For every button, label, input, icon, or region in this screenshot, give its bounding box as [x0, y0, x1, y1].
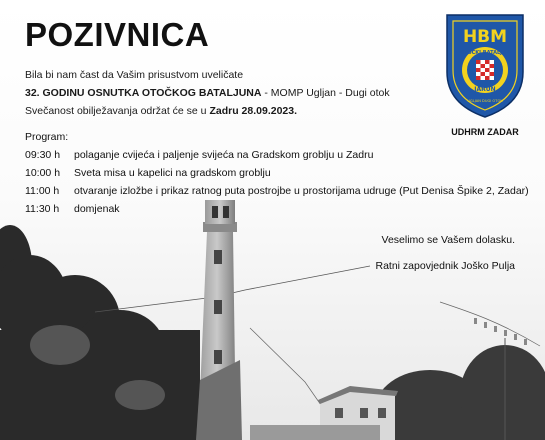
- emblem-letters: HBM: [462, 27, 508, 47]
- closing-greeting: Veselimo se Vašem dolasku.: [381, 234, 515, 246]
- intro-text: Bila bi nam čast da Vašim prisustvom uveličate: [25, 69, 244, 81]
- program-desc: Sveta misa u kapelici na gradskom groblju: [74, 167, 271, 179]
- commander-signature-line: Ratni zapovjednik Joško Pulja: [375, 260, 515, 272]
- program-time: 11:30 h: [25, 203, 60, 215]
- emblem-band-text: JARUN: [474, 86, 496, 93]
- emblem-caption: UDHRM ZADAR: [451, 127, 519, 137]
- program-time: 11:00 h: [25, 185, 60, 197]
- program-time: 10:00 h: [25, 167, 61, 179]
- ceremony-place-date: Zadru 28.09.2023.: [209, 105, 298, 117]
- checkerboard-shield-icon: [476, 60, 494, 80]
- program-desc: domjenak: [74, 203, 120, 215]
- program-heading: Program:: [25, 131, 69, 143]
- emblem-ring-text: OTOČKI BATALJUN: [459, 50, 511, 56]
- event-location: - MOMP Ugljan - Dugi otok: [261, 87, 390, 99]
- event-name: 32. GODINU OSNUTKA OTOČKOG BATALJUNA: [25, 87, 262, 99]
- page-title: POZIVNICA: [25, 16, 210, 53]
- program-time: 09:30 h: [25, 149, 61, 161]
- udhrm-emblem-logo: [444, 12, 526, 120]
- program-desc: polaganje cvijeća i paljenje svijeća na Gradskom groblju u Zadru: [74, 149, 374, 161]
- emblem-bottom-text: UGLJAN DUGI OTOK: [467, 99, 503, 103]
- ceremony-line: [25, 105, 297, 117]
- program-desc: otvaranje izložbe i prikaz ratnog puta postrojbe u prostorijama udruge (Put Denisa Špike 2, Zadar): [74, 185, 529, 197]
- ceremony-prefix: Svečanost obilježavanja održat će se u: [25, 105, 210, 117]
- event-line: [25, 87, 390, 99]
